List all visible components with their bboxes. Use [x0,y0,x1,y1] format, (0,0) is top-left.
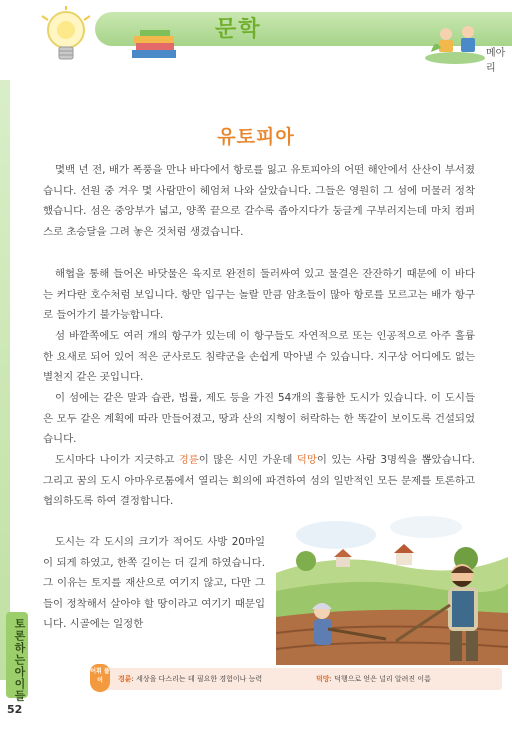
header-corner-text: 메아리 [486,48,506,74]
glossary-definition: : 덕행으로 얻은 널리 알려진 이름 [329,675,431,683]
books-icon [128,30,180,60]
glossary-term: 경륜 [118,675,132,683]
section-title: 문학 [215,17,262,42]
story-title: 유토피아 [217,126,295,148]
side-tab-label: 토론하는아이들 [13,618,26,702]
page-header [0,0,512,80]
paragraph-5 [43,450,475,512]
term-deokmang: 덕망 [296,454,317,466]
glossary-item-1 [118,674,262,684]
glossary-item-2 [316,674,431,684]
page-number: 52 [7,703,23,716]
p5-text-b: 이 많은 시민 가운데 [198,454,297,466]
glossary-badge-label: 어휘 풀이 [90,668,110,684]
glossary-definition: : 세상을 다스리는 데 필요한 경험이나 능력 [131,675,263,683]
children-reading-icon [425,18,487,64]
paragraph-3: 섬 바깥쪽에도 여러 개의 항구가 있는데 이 항구들도 자연적으로 또는 인공적으로 아주 훌륭한 요새로 되어 있어 적은 군사로도 침략군을 손쉽게 막아낼 수 있습니다. 지구상 어디에도 없는 별천지 같은 곳입니다. [43,330,475,384]
p5-text-c: 이 있는 사람 3명씩을 뽑았습니다. 그리고 꿈의 도시 아마우로툼에서 열리는 회의에 파견하여 섬의 일반적인 모든 문제를 토론하고 협의하도록 하여 결정합니다. [43,454,475,508]
page-spine [0,80,10,680]
lightbulb-icon [36,6,96,70]
term-gyeongryun: 경륜 [178,454,199,466]
paragraph-4: 이 섬에는 같은 말과 습관, 법률, 제도 등을 가진 54개의 훌륭한 도시가 있습니다. 이 도시들은 모두 같은 계획에 따라 만들어졌고, 땅과 산의 지형이 허락하는 한 똑같이 보이도록 건설되었습니다. [43,392,475,446]
glossary-term: 덕망 [316,675,330,683]
paragraph-6: 도시는 각 도시의 크기가 적어도 사방 20마일이 되게 하였고, 한쪽 길이는 더 길게 하였습니다. 그 이유는 토지를 재산으로 여기지 않고, 다만 그들이 정착해서 살아야 할 땅이라고 여기기 때문입니다. 시골에는 일정한 [43,536,265,631]
p5-text-a: 도시마다 나이가 지긋하고 [55,454,179,466]
paragraph-2: 해협을 통해 들어온 바닷물은 육지로 완전히 둘러싸여 있고 물결은 잔잔하기 때문에 이 바다는 커다란 호수처럼 보입니다. 항만 입구는 놀랄 만큼 암초들이 많아 항로를 모르고는 배가 항구로 들어가기 불가능합니다. [43,268,475,322]
paragraph-1: 몇백 년 전, 배가 폭풍을 만나 바다에서 항로를 잃고 유토피아의 어떤 해안에서 산산이 부서졌습니다. 선원 중 겨우 몇 사람만이 헤엄쳐 나와 살았습니다. 그들은 영원히 그 섬에 머물러 정착했습니다. 섬은 중앙부가 넓고, 양쪽 끝으로 갈수록 좁아지다가 둥글게 구부러지는데 마치 컴퍼스로 초승달을 그려 놓은 것처럼 생겼습니다. [43,164,475,238]
farmers-field-illustration [276,513,508,665]
glossary-badge [90,664,110,692]
